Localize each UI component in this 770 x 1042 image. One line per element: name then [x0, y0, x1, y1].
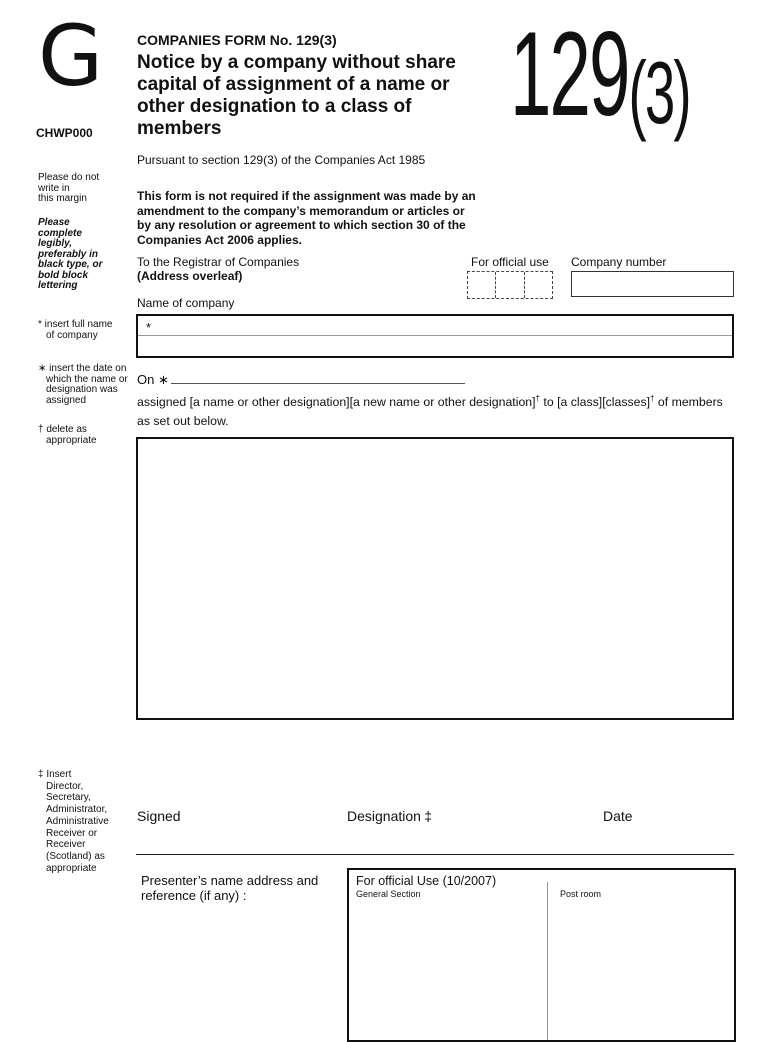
page-title: Notice by a company without share capital of assignment of a name or other designation to a class of members	[137, 52, 456, 139]
members-details-field[interactable]	[136, 437, 734, 720]
not-required-note: This form is not required if the assignment was made by an amendment to the company’s memorandum or articles or by any resolution or agreement to which section 30 of the Companies Act 2006 applies.	[137, 189, 476, 247]
on-date-label: On ∗	[137, 372, 169, 387]
form-letter: G	[38, 7, 104, 105]
designation-label: Designation ‡	[347, 808, 433, 824]
official-use-panel	[347, 868, 736, 1042]
company-name-field[interactable]	[136, 314, 734, 358]
margin-note-complete-legibly: Please complete legibly, preferably in black type, or bold block lettering	[38, 217, 103, 291]
assigned-statement: assigned [a name or other designation][a new name or other designation]† to [a class][classes]† of members as set out below.	[137, 394, 723, 429]
big-form-number: 129(3)	[510, 7, 690, 142]
margin-note-insert-director: ‡ Insert Director, Secretary, Administrator, Administrative Receiver or Receiver (Scotland) as appropriate	[38, 769, 109, 874]
official-use-label: For official use	[471, 255, 549, 269]
pursuant-text: Pursuant to section 129(3) of the Companies Act 1985	[137, 153, 426, 167]
post-room-label: Post room	[560, 889, 602, 899]
company-number-field[interactable]	[571, 271, 734, 297]
form-number: COMPANIES FORM No. 129(3)	[137, 32, 337, 48]
form-code: CHWP000	[36, 126, 93, 140]
name-of-company-label: Name of company	[137, 296, 235, 310]
margin-note-delete: † delete as appropriate	[38, 424, 97, 446]
margin-note-insert-name: * insert full name of company	[38, 319, 113, 341]
company-number-label: Company number	[571, 255, 667, 269]
official-use-box	[467, 271, 553, 299]
assignment-date-field[interactable]	[171, 383, 465, 384]
presenter-label: Presenter’s name address and reference (if any) :	[141, 873, 319, 903]
name-asterisk: *	[146, 320, 152, 335]
date-label: Date	[603, 808, 633, 824]
registrar-address: To the Registrar of Companies (Address overleaf)	[137, 255, 300, 283]
signature-line[interactable]	[136, 854, 734, 855]
margin-note-insert-date: ∗ insert the date on which the name or designation was assigned	[38, 363, 128, 406]
general-section-label: General Section	[356, 889, 421, 899]
signed-label: Signed	[137, 808, 181, 824]
official-use-title: For official Use (10/2007)	[356, 874, 497, 888]
margin-note-do-not-write: Please do not write in this margin	[38, 172, 100, 204]
